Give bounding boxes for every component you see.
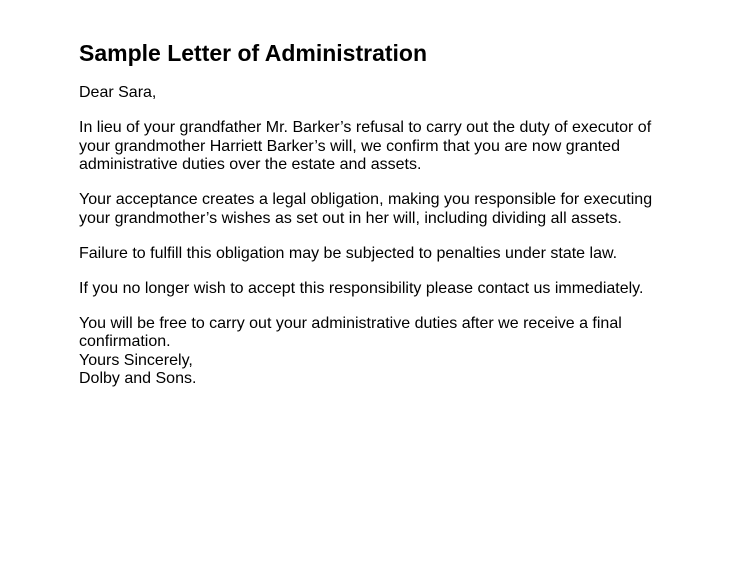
paragraph-line: confirmation. — [79, 333, 171, 350]
paragraph-line: your grandmother’s wishes as set out in her will, including dividing all assets. — [79, 209, 622, 227]
paragraph-final-confirmation — [79, 315, 729, 389]
paragraph-line: Failure to fulfill this obligation may be subjected to penalties under state law. — [79, 244, 618, 262]
paragraph-line: administrative duties over the estate and assets. — [79, 156, 422, 173]
paragraph-legal-obligation — [79, 191, 729, 228]
paragraph-line: You will be free to carry out your administrative duties after we receive a final — [79, 314, 622, 332]
signature: Dolby and Sons. — [79, 370, 197, 387]
paragraph-executor-refusal — [79, 119, 729, 175]
paragraph-line: If you no longer wish to accept this responsibility please contact us immediately. — [79, 279, 644, 297]
paragraph-line: Your acceptance creates a legal obligation, making you responsible for executing — [79, 191, 653, 208]
letter-body — [79, 84, 729, 389]
letter-title: Sample Letter of Administration — [79, 40, 428, 66]
paragraph-penalties — [79, 245, 729, 264]
salutation: Dear Sara, — [79, 84, 157, 101]
paragraph-line: In lieu of your grandfather Mr. Barker’s refusal to carry out the duty of executor of — [79, 119, 652, 136]
closing-phrase: Yours Sincerely, — [79, 351, 193, 369]
paragraph-line: your grandmother Harriett Barker’s will, we confirm that you are now granted — [79, 137, 620, 155]
paragraph-contact — [79, 280, 729, 299]
